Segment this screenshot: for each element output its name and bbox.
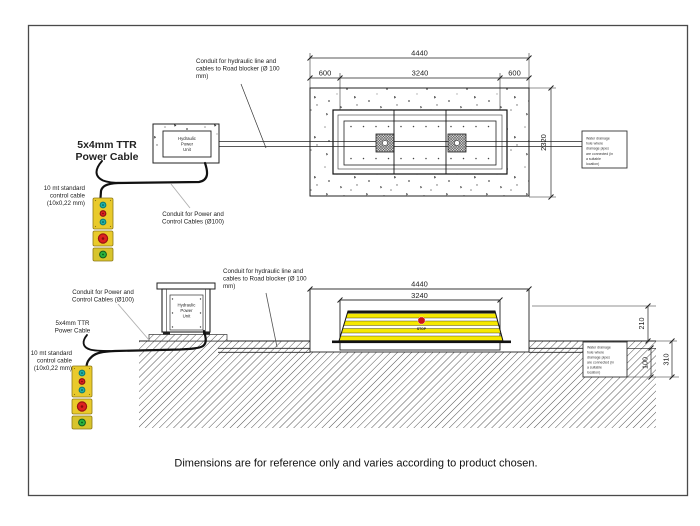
dim-text-2320: 2320 [539,134,548,151]
hpu-roof [157,283,215,289]
section-view [31,268,679,429]
label-line: cables to Road blocker (Ø 100 [196,65,280,73]
blocker-base [332,341,511,344]
leader-line [266,293,277,347]
drainage-note-line: are connected (in [587,360,615,365]
label-line: Conduit for Power and [72,289,134,296]
drainage-note-line: are connected (in [586,151,614,156]
label-line: mm) [196,73,209,80]
leader-line [171,184,190,208]
button-center [102,204,104,206]
label-line: 5x4mm TTR [55,320,90,327]
ground-hatch [139,341,656,428]
label-line: Power Cable [75,151,139,163]
label-line: control cable [36,357,72,365]
dim-text-310: 310 [661,353,671,366]
anchor-hole [382,140,387,145]
control-panel [72,366,92,429]
dim-text-3240: 3240 [411,291,428,300]
label-line: control cable [49,192,85,200]
label-line: Conduit for hydraulic line and [223,268,304,275]
label-control-cable-section [31,350,73,372]
dim-text-600-left: 600 [318,68,332,78]
dim-text-100: 100 [640,357,650,369]
dim-text-4440: 4440 [411,48,428,58]
dim-text-600-right: 600 [508,68,521,78]
label-line: Conduit for Power and [162,211,224,218]
hpu-label: Unit [183,147,191,152]
drainage-note-line: drainage pipes [586,146,609,151]
label-line: cables to Road blocker (Ø 100 [223,275,307,283]
label-line: Control Cables (Ø100) [162,218,224,226]
label-line: Conduit for hydraulic line and [196,58,277,65]
leader-line [118,304,149,340]
hpu-label: Hydraulic [177,302,196,308]
drainage-note-line: a suitable [586,156,601,161]
label-line: Control Cables (Ø100) [72,296,134,304]
button-center [102,213,104,215]
label-power-cable-section [55,320,91,335]
drainage-note-line: Water drainage [586,136,610,141]
stop-sign-icon [418,317,425,324]
dim-text-4440: 4440 [411,279,428,289]
drainage-note-line: drainage pipes [587,355,610,360]
hpu-label: Hydraulic [178,136,196,141]
drainage-note-line: location) [587,370,601,375]
plan-view [44,49,627,262]
label-line: Power Cable [54,327,91,335]
drainage-note-line: Water drainage [587,345,611,350]
drainage-note-line: a suitable [587,365,602,370]
label-line: 10 mt standard [30,350,72,357]
leader-line [241,84,266,148]
drainage-note-plan [582,131,627,168]
hpu-label: Unit [182,313,191,319]
stop-text: STOP [416,327,427,331]
label-line: (10x0,22 mm) [33,365,72,372]
label-line: 5x4mm TTR [77,139,137,151]
dim-text-3240: 3240 [411,68,429,78]
power-control-cables-plan [97,161,208,198]
anchor-hole [454,140,459,145]
button-center [81,405,84,408]
control-panel [93,198,113,261]
road-blocker-plan [333,110,507,174]
button-center [81,381,83,383]
hydraulic-power-unit-section [149,283,227,341]
button-center [102,254,104,256]
drainage-note-section [583,342,627,377]
button-center [81,372,83,374]
hpu-label: Power [180,308,193,313]
button-center [81,422,83,424]
dim-text-210: 210 [637,317,646,330]
label-conduit-hydraulic-section [223,268,307,347]
label-control-cable-plan [44,185,86,207]
label-conduit-power-plan [162,184,224,226]
button-center [102,221,104,223]
footer-note: Dimensions are for reference only and varies according to product chosen. [174,457,538,470]
button-center [81,389,83,391]
button-center [102,237,105,240]
drainage-note-line: location) [586,162,600,166]
label-line: 10 mt standard [43,185,85,192]
label-power-cable-plan [75,139,138,163]
label-line: mm) [223,283,236,290]
hpu-label: Power [180,141,194,147]
hydraulic-power-unit-plan [153,124,219,163]
hpu-foot [163,332,170,335]
drainage-note-line: hole where [587,350,605,355]
blocker-frame-inner [344,121,496,165]
label-line: (10x0,22 mm) [46,200,85,207]
hpu-plinth [149,335,227,342]
drainage-note-line: hole where [586,141,604,146]
